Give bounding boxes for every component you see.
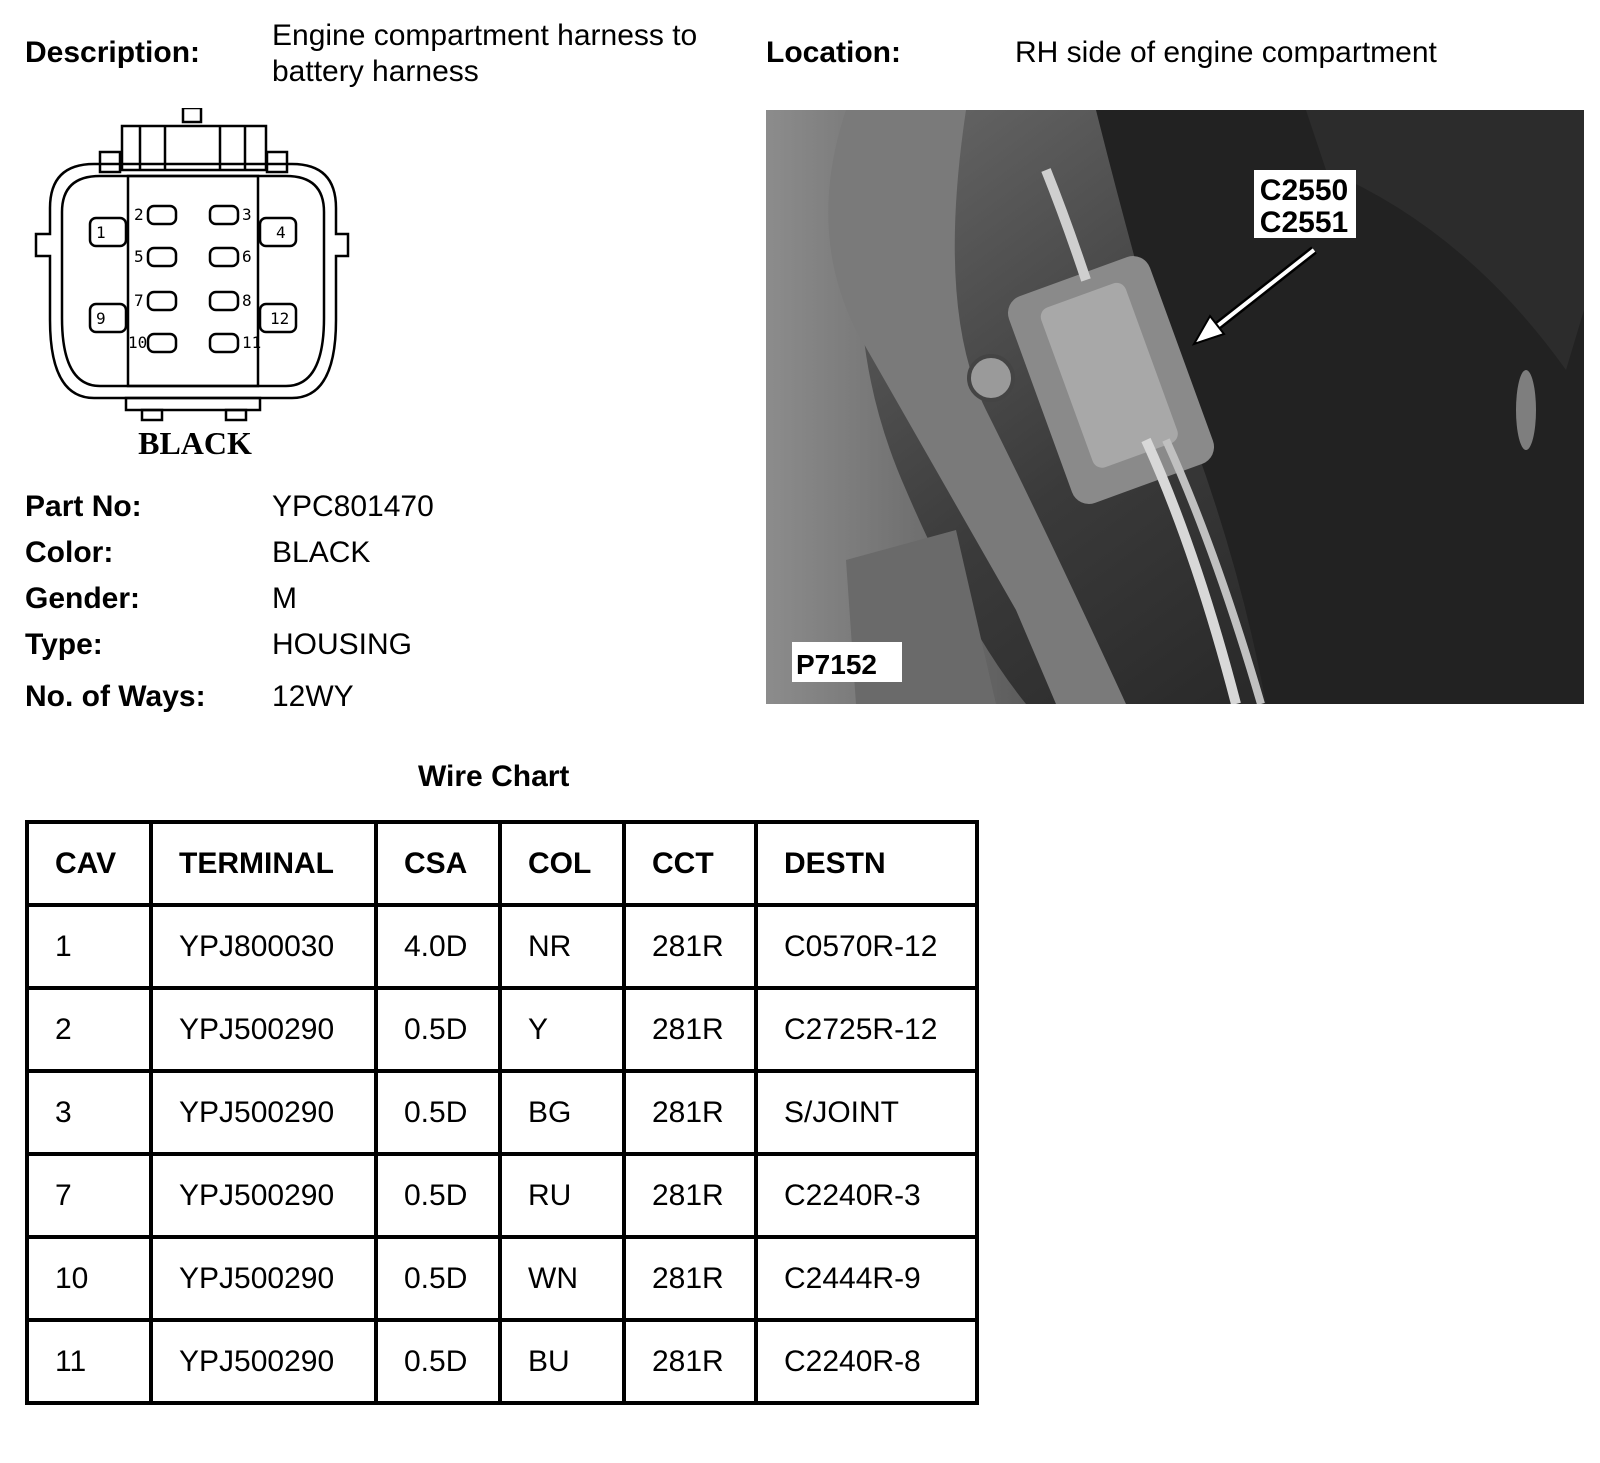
pin-label: 7 — [134, 291, 144, 310]
pin-label: 10 — [128, 333, 148, 352]
table-header-row — [27, 822, 977, 905]
table-row — [27, 988, 977, 1071]
table-cell: 281R — [624, 1237, 756, 1320]
table-cell: 3 — [27, 1071, 151, 1154]
connector-latch-tab — [183, 108, 201, 122]
connector-insert — [128, 176, 258, 386]
table-cell: 281R — [624, 988, 756, 1071]
table-cell: YPJ500290 — [151, 988, 376, 1071]
pin-label: 11 — [242, 333, 262, 352]
location-label: Location: — [766, 36, 901, 69]
info-label: Type: — [25, 628, 103, 661]
table-cell: C2444R-9 — [756, 1237, 977, 1320]
column-header-col: COL — [500, 822, 624, 905]
description-value: Engine compartment harness to battery harness — [272, 19, 698, 88]
pin-label: 5 — [134, 247, 144, 266]
info-value: YPC801470 — [272, 490, 434, 523]
info-label: Part No: — [25, 490, 142, 523]
description-label: Description: — [25, 36, 201, 69]
table-cell: 7 — [27, 1154, 151, 1237]
table-cell: 10 — [27, 1237, 151, 1320]
table-row — [27, 1071, 977, 1154]
table-cell: YPJ500290 — [151, 1320, 376, 1403]
info-value: M — [272, 582, 297, 615]
table-row — [27, 1237, 977, 1320]
table-row — [27, 905, 977, 988]
table-cell: 0.5D — [376, 1237, 500, 1320]
table-cell: C2725R-12 — [756, 988, 977, 1071]
info-label: Color: — [25, 536, 114, 569]
callout-label-1: C2550 — [1259, 174, 1349, 207]
table-cell: WN — [500, 1237, 624, 1320]
table-cell: 281R — [624, 905, 756, 988]
table-cell: C2240R-3 — [756, 1154, 977, 1237]
table-cell: YPJ500290 — [151, 1237, 376, 1320]
info-value: BLACK — [272, 536, 371, 569]
table-cell: NR — [500, 905, 624, 988]
table-cell: 0.5D — [376, 1071, 500, 1154]
location-value: RH side of engine compartment — [1015, 36, 1437, 69]
connector-color-caption: BLACK — [138, 425, 252, 461]
pin-label: 8 — [242, 291, 252, 310]
table-cell: Y — [500, 988, 624, 1071]
table-row — [27, 1154, 977, 1237]
pin-label: 9 — [96, 309, 106, 328]
table-cell: YPJ800030 — [151, 905, 376, 988]
wire-chart-table — [25, 820, 979, 1405]
table-cell: 281R — [624, 1320, 756, 1403]
info-label: Gender: — [25, 582, 141, 615]
table-cell: C2240R-8 — [756, 1320, 977, 1403]
info-label: No. of Ways: — [25, 680, 206, 713]
pin-label: 3 — [242, 205, 252, 224]
pin-label: 1 — [96, 223, 106, 242]
table-cell: YPJ500290 — [151, 1071, 376, 1154]
table-cell: 0.5D — [376, 988, 500, 1071]
table-cell: 0.5D — [376, 1320, 500, 1403]
location-photo — [766, 110, 1584, 704]
table-cell: 4.0D — [376, 905, 500, 988]
connector-outer-shell — [36, 164, 348, 398]
connector-face-diagram — [30, 108, 360, 483]
table-cell: 0.5D — [376, 1154, 500, 1237]
table-cell: 2 — [27, 988, 151, 1071]
pin-label: 6 — [242, 247, 252, 266]
table-cell: RU — [500, 1154, 624, 1237]
column-header-csa: CSA — [376, 822, 500, 905]
pin-label: 4 — [276, 223, 286, 242]
pin-label: 2 — [134, 205, 144, 224]
column-header-terminal: TERMINAL — [151, 822, 376, 905]
table-cell: 11 — [27, 1320, 151, 1403]
table-cell: C0570R-12 — [756, 905, 977, 988]
info-value: 12WY — [272, 680, 354, 713]
table-cell: BU — [500, 1320, 624, 1403]
table-cell: S/JOINT — [756, 1071, 977, 1154]
callout-label-2: C2551 — [1259, 206, 1349, 239]
table-cell: BG — [500, 1071, 624, 1154]
photo-id-label: P7152 — [796, 649, 877, 680]
column-header-cav: CAV — [27, 822, 151, 905]
table-cell: YPJ500290 — [151, 1154, 376, 1237]
column-header-destn: DESTN — [756, 822, 977, 905]
table-row — [27, 1320, 977, 1403]
wire-chart-title: Wire Chart — [418, 760, 570, 793]
pin-label: 12 — [270, 309, 290, 328]
table-cell: 281R — [624, 1071, 756, 1154]
column-header-cct: CCT — [624, 822, 756, 905]
table-cell: 1 — [27, 905, 151, 988]
table-cell: 281R — [624, 1154, 756, 1237]
info-value: HOUSING — [272, 628, 413, 661]
